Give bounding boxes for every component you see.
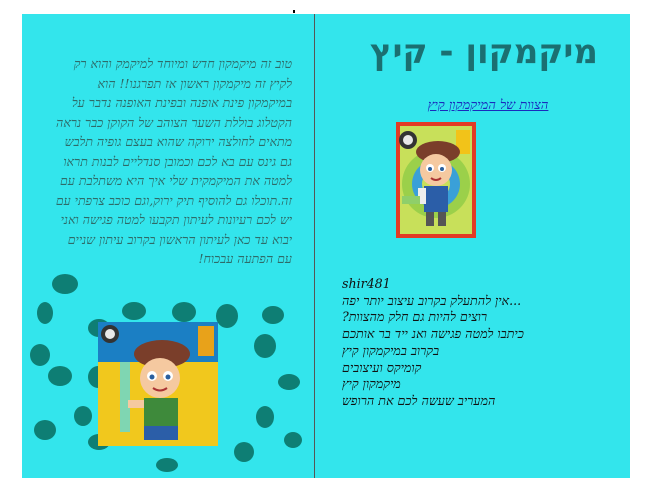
team-line: כיתבו למטה פגישה ואנ ייד בר אותכם	[342, 326, 524, 342]
decorative-spot	[284, 432, 302, 448]
top-marker	[293, 10, 295, 13]
decorative-spot	[256, 406, 274, 428]
character-card-image	[396, 122, 476, 238]
decorative-spot	[52, 274, 78, 294]
decorative-spot	[74, 406, 92, 426]
page-subtitle: הצוות של המיקמקון קיץ	[427, 98, 549, 113]
decorative-spot	[48, 366, 72, 386]
character-illustration	[98, 322, 218, 446]
column-divider	[314, 14, 315, 478]
team-line: רוצים להיות גם חלק מהצוות?	[342, 309, 488, 325]
team-line: בקרוב במיקמקון קיץ	[342, 342, 440, 358]
team-line: קומיקס ועיצובים	[342, 359, 422, 375]
decorative-spot	[30, 344, 50, 366]
decorative-spot	[254, 334, 276, 358]
decorative-spot	[216, 304, 238, 328]
decorative-spot	[37, 302, 53, 324]
decorative-spot	[122, 302, 146, 320]
decorative-spot	[156, 458, 178, 472]
decorative-spot	[278, 374, 300, 390]
team-line: ...אין להתעלק בקרוב עיצוב יותר יפה	[342, 292, 522, 308]
decorative-spot	[34, 420, 56, 440]
team-line: מיקמקון קיץ	[342, 376, 401, 392]
left-article-text: טוב זה מיקמקון חדש ומיוחד למיקמק והוא רק לקיץ זה מיקמקון ראשון אז תפרגנו!! הוא במיקמקון פינת אופנה ובפינת האופנה נדבר על הקטלוג בוללת השער הצוהב של הקוקן כבר נראה מתאים לחולצה ירוקה שהוא בעצם גופיה תלבש גם גינס עם בא לכם וכמובן סנדליים לבנות תראו למטה את המיקמקית שלי איך היא משתלבת עם זה.תוכלו גם להוסיף תיק ירוק,וגם כוכב צרפתי עם יש לכם רעיונות לעיתון תקבעו למטה פגישה ואני יבוא עד כאן לעיתון הראשון בקרוב עיתון שניים עם הפתעה עבכוח!	[55, 56, 292, 266]
decorative-spot	[262, 306, 284, 324]
author-name: shir481	[342, 276, 391, 291]
page-title: מיקמקון - קיץ	[370, 32, 598, 72]
team-list	[342, 276, 622, 410]
team-line: המעריב שעשה לכם את הרופש	[342, 392, 496, 408]
decorative-spot	[172, 302, 196, 322]
decorative-spot	[234, 442, 254, 462]
